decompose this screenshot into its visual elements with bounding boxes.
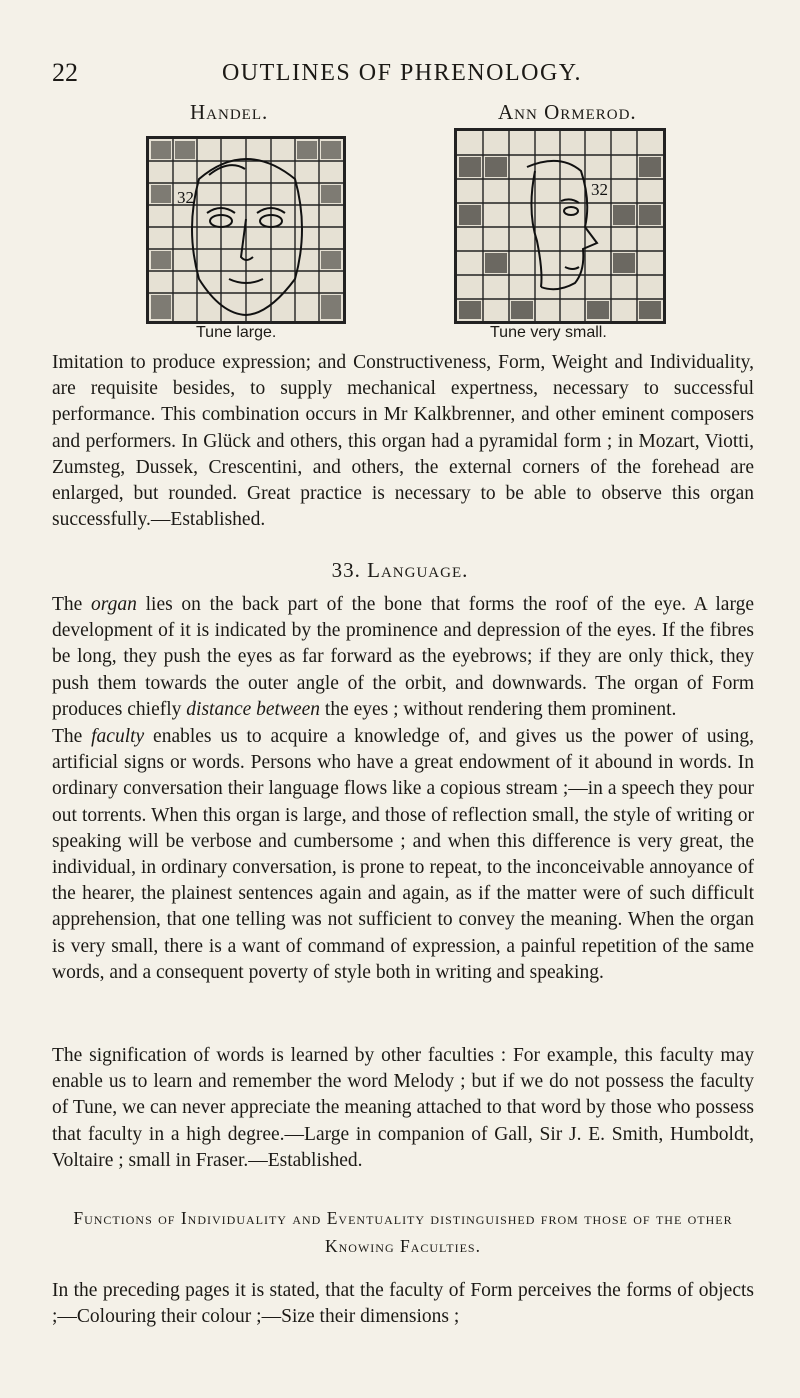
organ-emphasis: organ (91, 594, 137, 615)
figure-1-caption: Tune large. (196, 324, 277, 341)
figure-2-title: Ann Ormerod. (498, 100, 637, 124)
organ-paragraph-text: The organ lies on the back part of the bone that forms the roof of the eye. A large development of it is indicated by the prominence and depression of the eyes. If the fibres be long, they push the eyes as far forward as the eyebrows; if they are only thick, they push them towards the outer angle of the orbit, and downwards. The organ of Form produces chiefly distance between the eyes ; without rendering them prominent. (52, 594, 754, 720)
figure-2-caption: Tune very small. (490, 324, 607, 341)
figure-1-title: Handel. (190, 100, 269, 124)
page-header (52, 58, 752, 92)
figure-2-engraving (454, 128, 666, 324)
paragraph-signification (52, 1043, 754, 1174)
figure-1-organ-number: 32 (177, 188, 194, 207)
signification-paragraph-text: The signification of words is learned by other faculties : For example, this faculty may enable us to learn and remember the word Melody ; but if we do not possess the faculty of Tune, we can never appreciate the meaning attached to that word by those who possess that faculty in a high degree.—Large in companion of Gall, Sir J. E. Smith, Humboldt, Voltaire ; small in Fraser.—Established. (52, 1045, 754, 1171)
paragraph-faculty (52, 724, 754, 986)
faculty-paragraph-text: The faculty enables us to acquire a knowledge of, and gives us the power of using, artificial signs or words. Persons who have a great endowment of it abound in words. In ordinary conversation their language flows like a copious stream ;—in a speech they pour out torrents. When this organ is large, and those of reflection small, the style of writing or speaking will be verbose and cumbersome ; and when this difference is very great, the individual, in ordinary conversation, is prone to repeat, to the inconceivable annoyance of the hearer, the plainest sentences again and again, as if the matter were of such difficult apprehension, that one telling was not sufficient to convey the meaning. When the organ is very small, there is a want of command of expression, a painful repetition of the same words, and a consequent poverty of style both in writing and speaking. (52, 726, 754, 983)
handel-head-illustration (149, 139, 343, 321)
paragraph-preceding (52, 1278, 754, 1330)
section-heading-language: 33. Language. (331, 558, 469, 582)
figure-1-engraving (146, 136, 346, 324)
paragraph-imitation (52, 350, 754, 533)
subheading-functions: Functions of Individuality and Eventuality distinguished from those of the other Knowing Faculties. (73, 1208, 733, 1256)
last-paragraph-text: In the preceding pages it is stated, that the faculty of Form perceives the forms of objects ;—Colouring their colour ;—Size their dimensions ; (52, 1280, 754, 1328)
paragraph-1-text: Imitation to produce expression; and Constructiveness, Form, Weight and Individuality, are requisite besides, to supply mechanical expertness, necessary to successful performance. This combination occurs in Mr Kalkbrenner, and other eminent composers and performers. In Glück and others, this organ had a pyramidal form ; in Mozart, Viotti, Zumsteg, Dussek, Crescentini, and others, the external corners of the forehead are enlarged, but rounded. Great practice is necessary to be able to observe this organ successfully.—Established. (52, 352, 754, 531)
faculty-emphasis: faculty (91, 726, 145, 747)
figure-2-organ-number: 32 (591, 180, 608, 199)
running-title: OUTLINES OF PHRENOLOGY. (221, 60, 583, 86)
paragraph-organ (52, 592, 754, 723)
ormerod-head-illustration (457, 131, 663, 321)
page-number: 22 (52, 58, 78, 87)
distance-between-emphasis: distance between (186, 698, 321, 720)
